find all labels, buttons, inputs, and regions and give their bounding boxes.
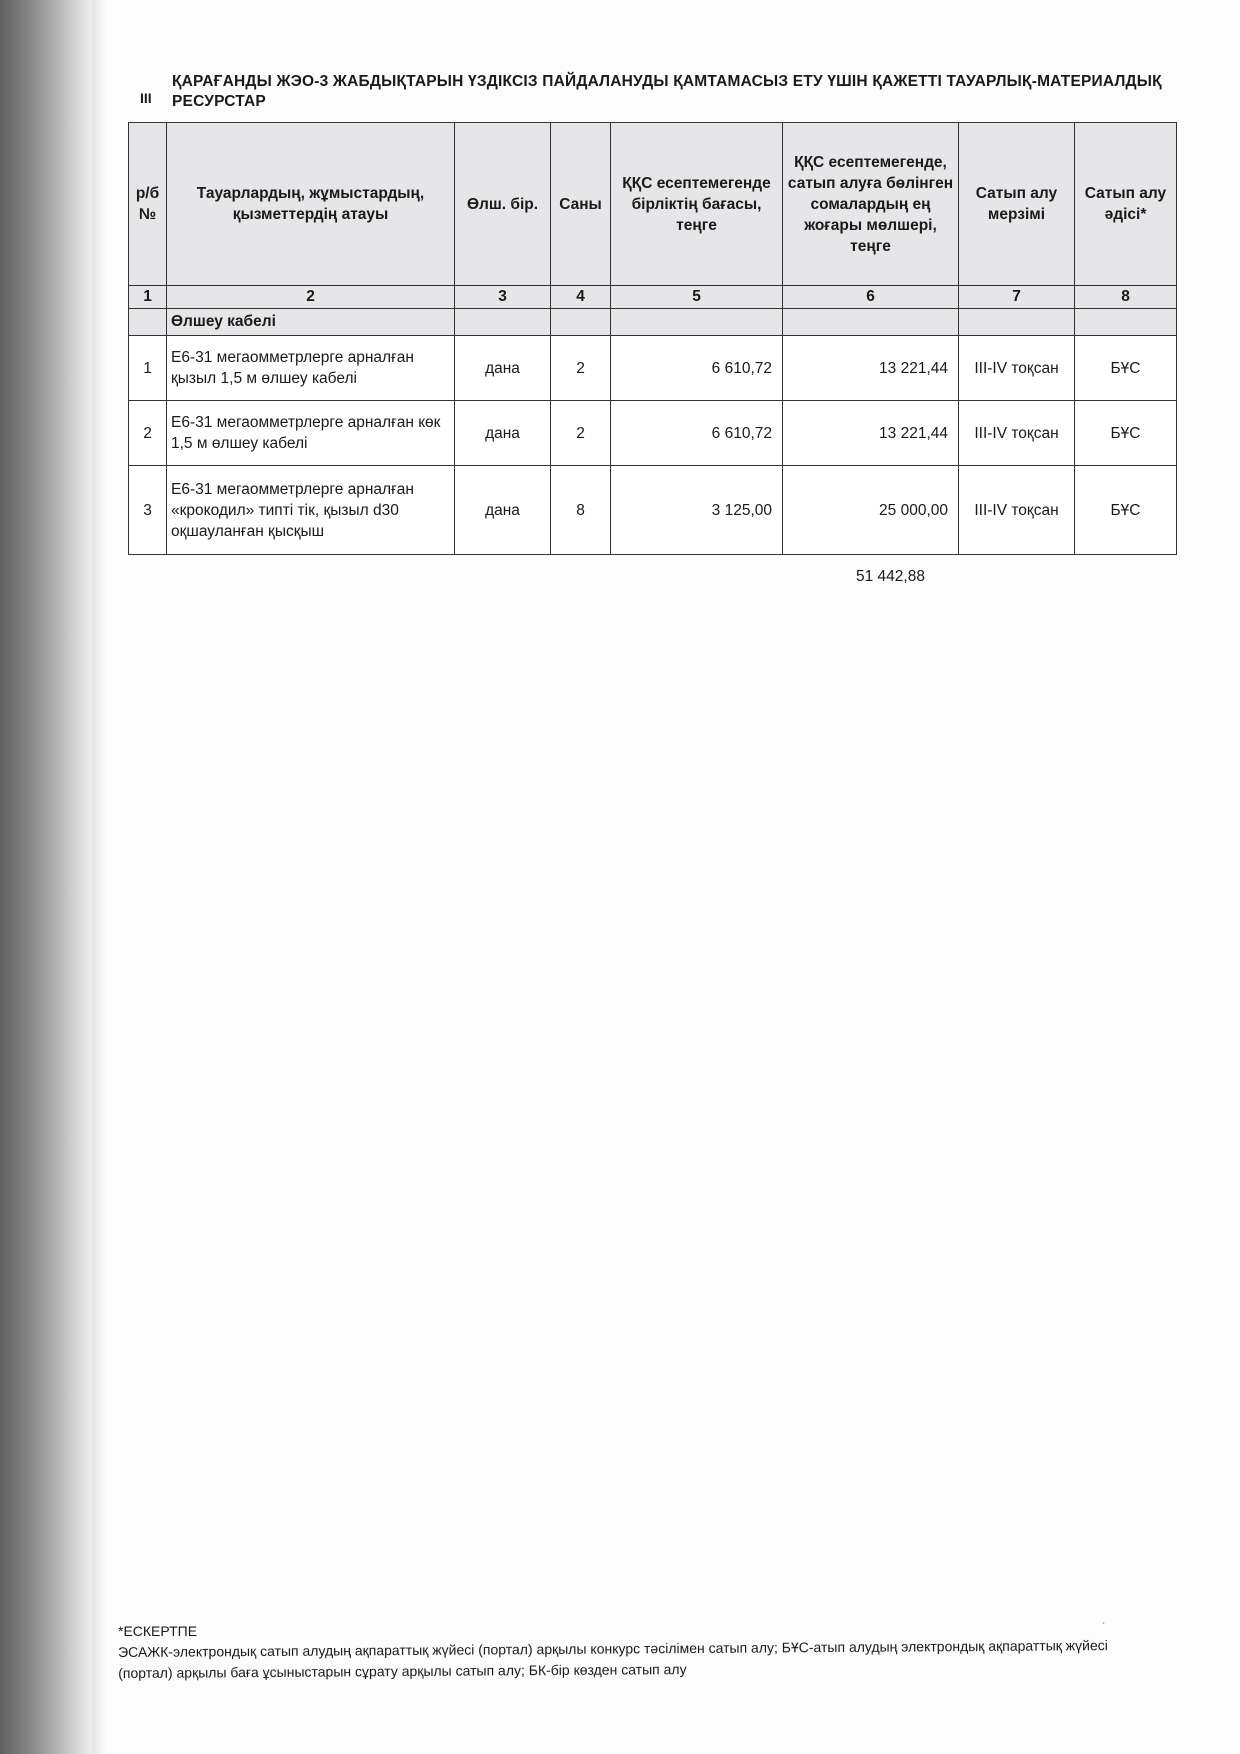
- header-cell: ҚҚС есептемегенде бірліктің бағасы, теңге: [611, 123, 783, 286]
- max-amount: 13 221,44: [783, 401, 959, 466]
- table-row: [129, 336, 1177, 401]
- section-empty-cell: [959, 309, 1075, 336]
- section-empty-cell: [129, 309, 167, 336]
- purchase-period: ІІІ-ІV тоқсан: [959, 401, 1075, 466]
- section-row: [129, 309, 1177, 336]
- scan-shadow-edge: [0, 0, 92, 1754]
- item-name: Е6-31 мегаомметрлерге арналған көк 1,5 м өлшеу кабелі: [167, 401, 455, 466]
- quantity: 2: [551, 401, 611, 466]
- column-number: 1: [129, 286, 167, 309]
- section-empty-cell: [455, 309, 551, 336]
- header-cell: ҚҚС есептемегенде, сатып алуға бөлінген сомалардың ең жоғары мөлшері, теңге: [783, 123, 959, 286]
- section-empty-cell: [551, 309, 611, 336]
- section-empty-cell: [1075, 309, 1177, 336]
- purchase-period: ІІІ-ІV тоқсан: [959, 336, 1075, 401]
- purchase-period: ІІІ-ІV тоқсан: [959, 466, 1075, 555]
- unit: дана: [455, 336, 551, 401]
- unit-price: 6 610,72: [611, 401, 783, 466]
- row-number: 3: [129, 466, 167, 555]
- column-number: 2: [167, 286, 455, 309]
- row-number: 1: [129, 336, 167, 401]
- header-cell: Тауарлардың, жұмыстардың, қызметтердің атауы: [167, 123, 455, 286]
- section-empty-cell: [611, 309, 783, 336]
- item-name: Е6-31 мегаомметрлерге арналған «крокодил» типті тік, қызыл d30 оқшауланған қысқыш: [167, 466, 455, 555]
- purchase-method: БҰС: [1075, 336, 1177, 401]
- table-row: [129, 401, 1177, 466]
- unit: дана: [455, 466, 551, 555]
- table-total: 51 442,88: [856, 568, 925, 585]
- purchase-method: БҰС: [1075, 401, 1177, 466]
- column-number: 5: [611, 286, 783, 309]
- section-label: Өлшеу кабелі: [167, 309, 455, 336]
- column-number-row: [129, 286, 1177, 309]
- footnote-heading: *ЕСКЕРТПЕ: [118, 1623, 198, 1639]
- column-number: 7: [959, 286, 1075, 309]
- purchase-method: БҰС: [1075, 466, 1177, 555]
- column-number: 3: [455, 286, 551, 309]
- quantity: 2: [551, 336, 611, 401]
- quantity: 8: [551, 466, 611, 555]
- scan-speck: ¸: [1102, 1614, 1106, 1625]
- section-number: III: [140, 90, 152, 106]
- row-number: 2: [129, 401, 167, 466]
- header-cell: р/б №: [129, 123, 167, 286]
- header-cell: Сатып алу әдісі*: [1075, 123, 1177, 286]
- unit: дана: [455, 401, 551, 466]
- column-number: 4: [551, 286, 611, 309]
- resources-table: [128, 122, 1177, 555]
- document-title: ҚАРАҒАНДЫ ЖЭО-3 ЖАБДЫҚТАРЫН ҮЗДІКСІЗ ПАЙДАЛАНУДЫ ҚАМТАМАСЫЗ ЕТУ ҮШІН ҚАЖЕТТІ ТАУАРЛЫҚ-МАТЕРИАЛДЫҚ РЕСУРСТАР: [172, 73, 1162, 110]
- section-empty-cell: [783, 309, 959, 336]
- unit-price: 6 610,72: [611, 336, 783, 401]
- header-cell: Сатып алу мерзімі: [959, 123, 1075, 286]
- item-name: Е6-31 мегаомметрлерге арналған қызыл 1,5 м өлшеу кабелі: [167, 336, 455, 401]
- max-amount: 25 000,00: [783, 466, 959, 555]
- table-header-row: [129, 123, 1177, 286]
- header-cell: Өлш. бір.: [455, 123, 551, 286]
- unit-price: 3 125,00: [611, 466, 783, 555]
- column-number: 6: [783, 286, 959, 309]
- header-cell: Саны: [551, 123, 611, 286]
- max-amount: 13 221,44: [783, 336, 959, 401]
- scan-shadow-fade: [92, 0, 108, 1754]
- table-row: [129, 466, 1177, 555]
- footnote-text: ЭСАЖК-электрондық сатып алудың ақпараттық жүйесі (портал) арқылы конкурс тәсілімен сатып алу; БҰС-атып алудың электрондық ақпараттық жүйесі (портал) арқылы баға ұсыныстарын сұрату арқылы сатып алу; БК-бір көзден сатып алу: [118, 1637, 1108, 1681]
- column-number: 8: [1075, 286, 1177, 309]
